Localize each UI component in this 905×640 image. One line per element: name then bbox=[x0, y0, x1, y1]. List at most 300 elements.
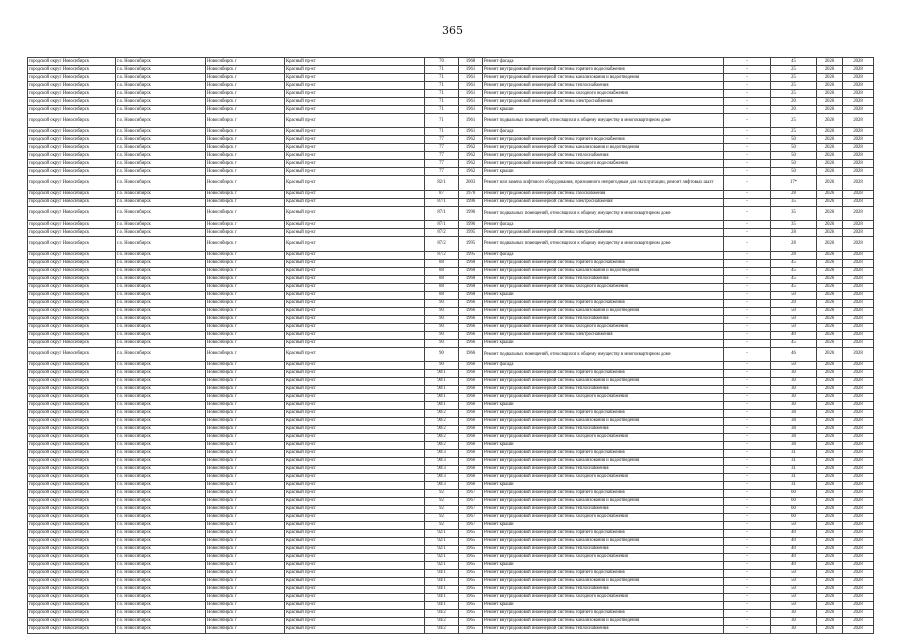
value-cell: 38 bbox=[771, 433, 817, 441]
mark-cell: - bbox=[724, 66, 771, 74]
city-cell: Новосибирск г bbox=[206, 449, 285, 457]
house-number-cell: 92/1 bbox=[425, 553, 459, 561]
okrug-cell: городской округ Новосибирск bbox=[28, 401, 116, 409]
table-row bbox=[28, 307, 874, 315]
house-number-cell: 92 bbox=[425, 521, 459, 529]
year-end-cell: 2028 bbox=[843, 609, 874, 617]
city-cell: Новосибирск г bbox=[206, 513, 285, 521]
settlement-cell: г.о. Новосибирск bbox=[116, 513, 206, 521]
work-type-cell: Ремонт внутридомовой инженерной системы холодного водоснабжения bbox=[483, 513, 724, 521]
city-cell: Новосибирск г bbox=[206, 441, 285, 449]
table-row bbox=[28, 401, 874, 409]
city-cell: Новосибирск г bbox=[206, 609, 285, 617]
street-cell: Красный пр-кт bbox=[285, 90, 425, 98]
house-number-cell: 90 bbox=[425, 361, 459, 369]
settlement-cell: г.о. Новосибирск bbox=[116, 307, 206, 315]
okrug-cell: городской округ Новосибирск bbox=[28, 283, 116, 291]
year-built-cell: 1967 bbox=[459, 513, 483, 521]
table-row bbox=[28, 369, 874, 377]
year-end-cell: 2028 bbox=[843, 537, 874, 545]
mark-cell: - bbox=[724, 529, 771, 537]
house-number-cell: 90/2 bbox=[425, 441, 459, 449]
okrug-cell: городской округ Новосибирск bbox=[28, 577, 116, 585]
house-number-cell: 71 bbox=[425, 74, 459, 82]
mark-cell: - bbox=[724, 497, 771, 505]
year-end-cell: 2028 bbox=[843, 449, 874, 457]
mark-cell: - bbox=[724, 259, 771, 267]
year-end-cell: 2028 bbox=[843, 66, 874, 74]
year-start-cell: 2026 bbox=[817, 577, 843, 585]
city-cell: Новосибирск г bbox=[206, 315, 285, 323]
year-start-cell: 2026 bbox=[817, 275, 843, 283]
settlement-cell: г.о. Новосибирск bbox=[116, 206, 206, 220]
city-cell: Новосибирск г bbox=[206, 90, 285, 98]
year-built-cell: 1965 bbox=[459, 545, 483, 553]
table-row bbox=[28, 176, 874, 190]
settlement-cell: г.о. Новосибирск bbox=[116, 553, 206, 561]
mark-cell: - bbox=[724, 449, 771, 457]
settlement-cell: г.о. Новосибирск bbox=[116, 577, 206, 585]
year-start-cell: 2026 bbox=[817, 190, 843, 198]
city-cell: Новосибирск г bbox=[206, 561, 285, 569]
value-cell: 30 bbox=[771, 625, 817, 633]
settlement-cell: г.о. Новосибирск bbox=[116, 385, 206, 393]
city-cell: Новосибирск г bbox=[206, 114, 285, 128]
work-type-cell: Ремонт внутридомовой инженерной системы холодного водоснабжения bbox=[483, 433, 724, 441]
value-cell: 30 bbox=[771, 369, 817, 377]
okrug-cell: городской округ Новосибирск bbox=[28, 275, 116, 283]
value-cell: 50 bbox=[771, 593, 817, 601]
year-start-cell: 2026 bbox=[817, 82, 843, 90]
okrug-cell: городской округ Новосибирск bbox=[28, 425, 116, 433]
mark-cell: - bbox=[724, 307, 771, 315]
year-built-cell: 1966 bbox=[459, 401, 483, 409]
value-cell: 45 bbox=[771, 267, 817, 275]
city-cell: Новосибирск г bbox=[206, 66, 285, 74]
okrug-cell: городской округ Новосибирск bbox=[28, 299, 116, 307]
city-cell: Новосибирск г bbox=[206, 553, 285, 561]
street-cell: Красный пр-кт bbox=[285, 385, 425, 393]
year-built-cell: 1968 bbox=[459, 267, 483, 275]
year-start-cell: 2026 bbox=[817, 377, 843, 385]
year-built-cell: 1965 bbox=[459, 529, 483, 537]
house-number-cell: 90/2 bbox=[425, 425, 459, 433]
year-start-cell: 2026 bbox=[817, 385, 843, 393]
settlement-cell: г.о. Новосибирск bbox=[116, 66, 206, 74]
work-type-cell: Ремонт внутридомовой инженерной системы канализования и водоотведения bbox=[483, 457, 724, 465]
value-cell: 30 bbox=[771, 609, 817, 617]
year-built-cell: 1966 bbox=[459, 417, 483, 425]
table-row bbox=[28, 449, 874, 457]
city-cell: Новосибирск г bbox=[206, 617, 285, 625]
year-start-cell: 2026 bbox=[817, 339, 843, 347]
okrug-cell: городской округ Новосибирск bbox=[28, 144, 116, 152]
year-start-cell: 2026 bbox=[817, 425, 843, 433]
house-number-cell: 94/1 bbox=[425, 577, 459, 585]
city-cell: Новосибирск г bbox=[206, 128, 285, 136]
year-end-cell: 2028 bbox=[843, 144, 874, 152]
table-row bbox=[28, 489, 874, 497]
value-cell: 25 bbox=[771, 74, 817, 82]
year-start-cell: 2026 bbox=[817, 66, 843, 74]
city-cell: Новосибирск г bbox=[206, 481, 285, 489]
year-built-cell: 1965 bbox=[459, 609, 483, 617]
value-cell: 25 bbox=[771, 66, 817, 74]
year-end-cell: 2028 bbox=[843, 206, 874, 220]
work-type-cell: Ремонт внутридомовой инженерной системы горячего водоснабжения bbox=[483, 66, 724, 74]
street-cell: Красный пр-кт bbox=[285, 323, 425, 331]
work-type-cell: Ремонт внутридомовой инженерной системы канализования и водоотведения bbox=[483, 144, 724, 152]
street-cell: Красный пр-кт bbox=[285, 176, 425, 190]
year-built-cell: 1967 bbox=[459, 489, 483, 497]
city-cell: Новосибирск г bbox=[206, 537, 285, 545]
table-row bbox=[28, 144, 874, 152]
settlement-cell: г.о. Новосибирск bbox=[116, 331, 206, 339]
year-built-cell: 1968 bbox=[459, 58, 483, 66]
okrug-cell: городской округ Новосибирск bbox=[28, 441, 116, 449]
work-type-cell: Ремонт внутридомовой инженерной системы холодного водоснабжения bbox=[483, 323, 724, 331]
city-cell: Новосибирск г bbox=[206, 152, 285, 160]
work-type-cell: Ремонт внутридомовой инженерной системы канализования и водоотведения bbox=[483, 577, 724, 585]
mark-cell: - bbox=[724, 545, 771, 553]
year-start-cell: 2026 bbox=[817, 331, 843, 339]
city-cell: Новосибирск г bbox=[206, 190, 285, 198]
table-row bbox=[28, 323, 874, 331]
house-number-cell: 71 bbox=[425, 82, 459, 90]
house-number-cell: 71 bbox=[425, 66, 459, 74]
year-built-cell: 1961 bbox=[459, 106, 483, 114]
city-cell: Новосибирск г bbox=[206, 529, 285, 537]
mark-cell: - bbox=[724, 425, 771, 433]
house-number-cell: 94/2 bbox=[425, 625, 459, 633]
year-end-cell: 2028 bbox=[843, 361, 874, 369]
year-end-cell: 2028 bbox=[843, 190, 874, 198]
city-cell: Новосибирск г bbox=[206, 585, 285, 593]
okrug-cell: городской округ Новосибирск bbox=[28, 465, 116, 473]
mark-cell: - bbox=[724, 457, 771, 465]
settlement-cell: г.о. Новосибирск bbox=[116, 267, 206, 275]
year-start-cell: 2026 bbox=[817, 601, 843, 609]
city-cell: Новосибирск г bbox=[206, 82, 285, 90]
value-cell: 60 bbox=[771, 497, 817, 505]
table-row bbox=[28, 545, 874, 553]
settlement-cell: г.о. Новосибирск bbox=[116, 433, 206, 441]
mark-cell: - bbox=[724, 593, 771, 601]
value-cell: 46 bbox=[771, 347, 817, 361]
street-cell: Красный пр-кт bbox=[285, 417, 425, 425]
year-built-cell: 1961 bbox=[459, 66, 483, 74]
mark-cell: - bbox=[724, 465, 771, 473]
mark-cell: - bbox=[724, 136, 771, 144]
year-start-cell: 2026 bbox=[817, 401, 843, 409]
house-number-cell: 90/3 bbox=[425, 473, 459, 481]
okrug-cell: городской округ Новосибирск bbox=[28, 529, 116, 537]
year-end-cell: 2028 bbox=[843, 168, 874, 176]
table-row bbox=[28, 128, 874, 136]
street-cell: Красный пр-кт bbox=[285, 114, 425, 128]
house-number-cell: 92 bbox=[425, 505, 459, 513]
table-row bbox=[28, 361, 874, 369]
mark-cell: - bbox=[724, 229, 771, 237]
work-type-cell: Ремонт крыши bbox=[483, 601, 724, 609]
house-number-cell: 88 bbox=[425, 291, 459, 299]
table-row bbox=[28, 593, 874, 601]
year-end-cell: 2028 bbox=[843, 569, 874, 577]
house-number-cell: 87/2 bbox=[425, 251, 459, 259]
year-start-cell: 2026 bbox=[817, 489, 843, 497]
mark-cell: - bbox=[724, 385, 771, 393]
house-number-cell: 92 bbox=[425, 489, 459, 497]
street-cell: Красный пр-кт bbox=[285, 361, 425, 369]
value-cell: 28 bbox=[771, 190, 817, 198]
mark-cell: - bbox=[724, 369, 771, 377]
settlement-cell: г.о. Новосибирск bbox=[116, 401, 206, 409]
settlement-cell: г.о. Новосибирск bbox=[116, 152, 206, 160]
year-built-cell: 1995 bbox=[459, 251, 483, 259]
table-row bbox=[28, 267, 874, 275]
mark-cell: - bbox=[724, 251, 771, 259]
year-end-cell: 2028 bbox=[843, 229, 874, 237]
work-type-cell: Ремонт крыши bbox=[483, 401, 724, 409]
year-built-cell: 1966 bbox=[459, 361, 483, 369]
year-start-cell: 2026 bbox=[817, 315, 843, 323]
year-built-cell: 1965 bbox=[459, 593, 483, 601]
year-built-cell: 1967 bbox=[459, 497, 483, 505]
okrug-cell: городской округ Новосибирск bbox=[28, 481, 116, 489]
year-built-cell: 1962 bbox=[459, 168, 483, 176]
work-type-cell: Ремонт фасада bbox=[483, 128, 724, 136]
settlement-cell: г.о. Новосибирск bbox=[116, 593, 206, 601]
house-number-cell: 87/1 bbox=[425, 221, 459, 229]
mark-cell: - bbox=[724, 505, 771, 513]
year-end-cell: 2028 bbox=[843, 385, 874, 393]
value-cell: 50 bbox=[771, 315, 817, 323]
street-cell: Красный пр-кт bbox=[285, 331, 425, 339]
city-cell: Новосибирск г bbox=[206, 409, 285, 417]
year-built-cell: 1961 bbox=[459, 114, 483, 128]
mark-cell: - bbox=[724, 617, 771, 625]
okrug-cell: городской округ Новосибирск bbox=[28, 433, 116, 441]
year-start-cell: 2026 bbox=[817, 176, 843, 190]
year-built-cell: 1962 bbox=[459, 144, 483, 152]
year-start-cell: 2026 bbox=[817, 441, 843, 449]
house-number-cell: 90/1 bbox=[425, 385, 459, 393]
settlement-cell: г.о. Новосибирск bbox=[116, 259, 206, 267]
okrug-cell: городской округ Новосибирск bbox=[28, 553, 116, 561]
mark-cell: - bbox=[724, 267, 771, 275]
settlement-cell: г.о. Новосибирск bbox=[116, 323, 206, 331]
work-type-cell: Ремонт внутридомовой инженерной системы теплоснабжения bbox=[483, 275, 724, 283]
street-cell: Красный пр-кт bbox=[285, 198, 425, 206]
mark-cell: - bbox=[724, 625, 771, 633]
house-number-cell: 77 bbox=[425, 152, 459, 160]
street-cell: Красный пр-кт bbox=[285, 561, 425, 569]
table-row bbox=[28, 58, 874, 66]
year-end-cell: 2028 bbox=[843, 74, 874, 82]
year-start-cell: 2026 bbox=[817, 369, 843, 377]
city-cell: Новосибирск г bbox=[206, 74, 285, 82]
settlement-cell: г.о. Новосибирск bbox=[116, 505, 206, 513]
okrug-cell: городской округ Новосибирск bbox=[28, 369, 116, 377]
page-number: 365 bbox=[442, 24, 463, 37]
street-cell: Красный пр-кт bbox=[285, 160, 425, 168]
table-row bbox=[28, 259, 874, 267]
year-end-cell: 2028 bbox=[843, 136, 874, 144]
year-built-cell: 1968 bbox=[459, 291, 483, 299]
street-cell: Красный пр-кт bbox=[285, 377, 425, 385]
mark-cell: - bbox=[724, 315, 771, 323]
city-cell: Новосибирск г bbox=[206, 521, 285, 529]
house-number-cell: 94/2 bbox=[425, 617, 459, 625]
city-cell: Новосибирск г bbox=[206, 339, 285, 347]
value-cell: 60 bbox=[771, 513, 817, 521]
house-number-cell: 71 bbox=[425, 98, 459, 106]
year-end-cell: 2028 bbox=[843, 513, 874, 521]
value-cell: 50 bbox=[771, 307, 817, 315]
table-row bbox=[28, 82, 874, 90]
work-type-cell: Ремонт внутридомовой инженерной системы горячего водоснабжения bbox=[483, 609, 724, 617]
house-number-cell: 71 bbox=[425, 106, 459, 114]
mark-cell: - bbox=[724, 128, 771, 136]
mark-cell: - bbox=[724, 537, 771, 545]
city-cell: Новосибирск г bbox=[206, 625, 285, 633]
work-type-cell: Ремонт внутридомовой инженерной системы горячего водоснабжения bbox=[483, 569, 724, 577]
street-cell: Красный пр-кт bbox=[285, 617, 425, 625]
city-cell: Новосибирск г bbox=[206, 577, 285, 585]
street-cell: Красный пр-кт bbox=[285, 497, 425, 505]
house-number-cell: 90/2 bbox=[425, 433, 459, 441]
settlement-cell: г.о. Новосибирск bbox=[116, 58, 206, 66]
street-cell: Красный пр-кт bbox=[285, 577, 425, 585]
value-cell: 38 bbox=[771, 441, 817, 449]
work-type-cell: Ремонт внутридомовой инженерной системы электроснабжения bbox=[483, 331, 724, 339]
street-cell: Красный пр-кт bbox=[285, 569, 425, 577]
table-row bbox=[28, 331, 874, 339]
mark-cell: - bbox=[724, 82, 771, 90]
city-cell: Новосибирск г bbox=[206, 229, 285, 237]
house-number-cell: 87/2 bbox=[425, 229, 459, 237]
house-number-cell: 92/1 bbox=[425, 561, 459, 569]
mark-cell: - bbox=[724, 409, 771, 417]
year-start-cell: 2026 bbox=[817, 505, 843, 513]
year-start-cell: 2026 bbox=[817, 128, 843, 136]
year-built-cell: 1966 bbox=[459, 299, 483, 307]
street-cell: Красный пр-кт bbox=[285, 136, 425, 144]
value-cell: 40 bbox=[771, 561, 817, 569]
year-start-cell: 2026 bbox=[817, 513, 843, 521]
okrug-cell: городской округ Новосибирск bbox=[28, 190, 116, 198]
table-row bbox=[28, 168, 874, 176]
year-built-cell: 1996 bbox=[459, 206, 483, 220]
settlement-cell: г.о. Новосибирск bbox=[116, 251, 206, 259]
city-cell: Новосибирск г bbox=[206, 569, 285, 577]
city-cell: Новосибирск г bbox=[206, 136, 285, 144]
mark-cell: - bbox=[724, 152, 771, 160]
house-number-cell: 94/1 bbox=[425, 593, 459, 601]
settlement-cell: г.о. Новосибирск bbox=[116, 473, 206, 481]
mark-cell: - bbox=[724, 433, 771, 441]
work-type-cell: Ремонт внутридомовой инженерной системы горячего водоснабжения bbox=[483, 489, 724, 497]
work-type-cell: Ремонт внутридомовой инженерной системы канализования и водоотведения bbox=[483, 497, 724, 505]
okrug-cell: городской округ Новосибирск bbox=[28, 347, 116, 361]
house-number-cell: 90/1 bbox=[425, 393, 459, 401]
table-row bbox=[28, 585, 874, 593]
mark-cell: - bbox=[724, 561, 771, 569]
house-number-cell: 77 bbox=[425, 144, 459, 152]
work-type-cell: Ремонт внутридомовой инженерной системы горячего водоснабжения bbox=[483, 259, 724, 267]
okrug-cell: городской округ Новосибирск bbox=[28, 90, 116, 98]
value-cell: 40 bbox=[771, 537, 817, 545]
mark-cell: - bbox=[724, 513, 771, 521]
street-cell: Красный пр-кт bbox=[285, 98, 425, 106]
year-end-cell: 2028 bbox=[843, 401, 874, 409]
work-type-cell: Ремонт крыши bbox=[483, 106, 724, 114]
mark-cell: - bbox=[724, 361, 771, 369]
okrug-cell: городской округ Новосибирск bbox=[28, 331, 116, 339]
year-built-cell: 1966 bbox=[459, 393, 483, 401]
settlement-cell: г.о. Новосибирск bbox=[116, 465, 206, 473]
value-cell: 25 bbox=[771, 82, 817, 90]
house-number-cell: 92 bbox=[425, 513, 459, 521]
value-cell: 50 bbox=[771, 569, 817, 577]
table-row bbox=[28, 393, 874, 401]
table-row bbox=[28, 291, 874, 299]
year-end-cell: 2028 bbox=[843, 473, 874, 481]
city-cell: Новосибирск г bbox=[206, 505, 285, 513]
year-start-cell: 2026 bbox=[817, 433, 843, 441]
year-built-cell: 1966 bbox=[459, 481, 483, 489]
street-cell: Красный пр-кт bbox=[285, 206, 425, 220]
value-cell: 45 bbox=[771, 339, 817, 347]
street-cell: Красный пр-кт bbox=[285, 545, 425, 553]
okrug-cell: городской округ Новосибирск bbox=[28, 385, 116, 393]
work-type-cell: Ремонт внутридомовой инженерной системы горячего водоснабжения bbox=[483, 409, 724, 417]
year-built-cell: 1996 bbox=[459, 198, 483, 206]
city-cell: Новосибирск г bbox=[206, 417, 285, 425]
year-built-cell: 1965 bbox=[459, 585, 483, 593]
work-type-cell: Ремонт или замена лифтового оборудования, признанного непригодным для эксплуатации, ремонт лифтовых шахт bbox=[483, 176, 724, 190]
value-cell: 40 bbox=[771, 545, 817, 553]
year-start-cell: 2026 bbox=[817, 152, 843, 160]
work-type-cell: Ремонт внутридомовой инженерной системы горячего водоснабжения bbox=[483, 449, 724, 457]
work-type-cell: Ремонт внутридомовой инженерной системы холодного водоснабжения bbox=[483, 160, 724, 168]
table-row bbox=[28, 441, 874, 449]
house-number-cell: 90/2 bbox=[425, 417, 459, 425]
year-start-cell: 2026 bbox=[817, 299, 843, 307]
value-cell: 31 bbox=[771, 449, 817, 457]
street-cell: Красный пр-кт bbox=[285, 369, 425, 377]
street-cell: Красный пр-кт bbox=[285, 66, 425, 74]
year-start-cell: 2026 bbox=[817, 114, 843, 128]
house-number-cell: 90 bbox=[425, 307, 459, 315]
mark-cell: - bbox=[724, 198, 771, 206]
year-start-cell: 2026 bbox=[817, 90, 843, 98]
year-built-cell: 1966 bbox=[459, 457, 483, 465]
settlement-cell: г.о. Новосибирск bbox=[116, 237, 206, 251]
year-start-cell: 2026 bbox=[817, 168, 843, 176]
year-built-cell: 1966 bbox=[459, 347, 483, 361]
year-built-cell: 1966 bbox=[459, 331, 483, 339]
okrug-cell: городской округ Новосибирск bbox=[28, 237, 116, 251]
year-built-cell: 1965 bbox=[459, 625, 483, 633]
work-type-cell: Ремонт внутридомовой инженерной системы теплоснабжения bbox=[483, 152, 724, 160]
year-end-cell: 2028 bbox=[843, 128, 874, 136]
work-type-cell: Ремонт внутридомовой инженерной системы горячего водоснабжения bbox=[483, 369, 724, 377]
year-start-cell: 2026 bbox=[817, 206, 843, 220]
work-type-cell: Ремонт крыши bbox=[483, 481, 724, 489]
okrug-cell: городской округ Новосибирск bbox=[28, 473, 116, 481]
year-built-cell: 1995 bbox=[459, 229, 483, 237]
